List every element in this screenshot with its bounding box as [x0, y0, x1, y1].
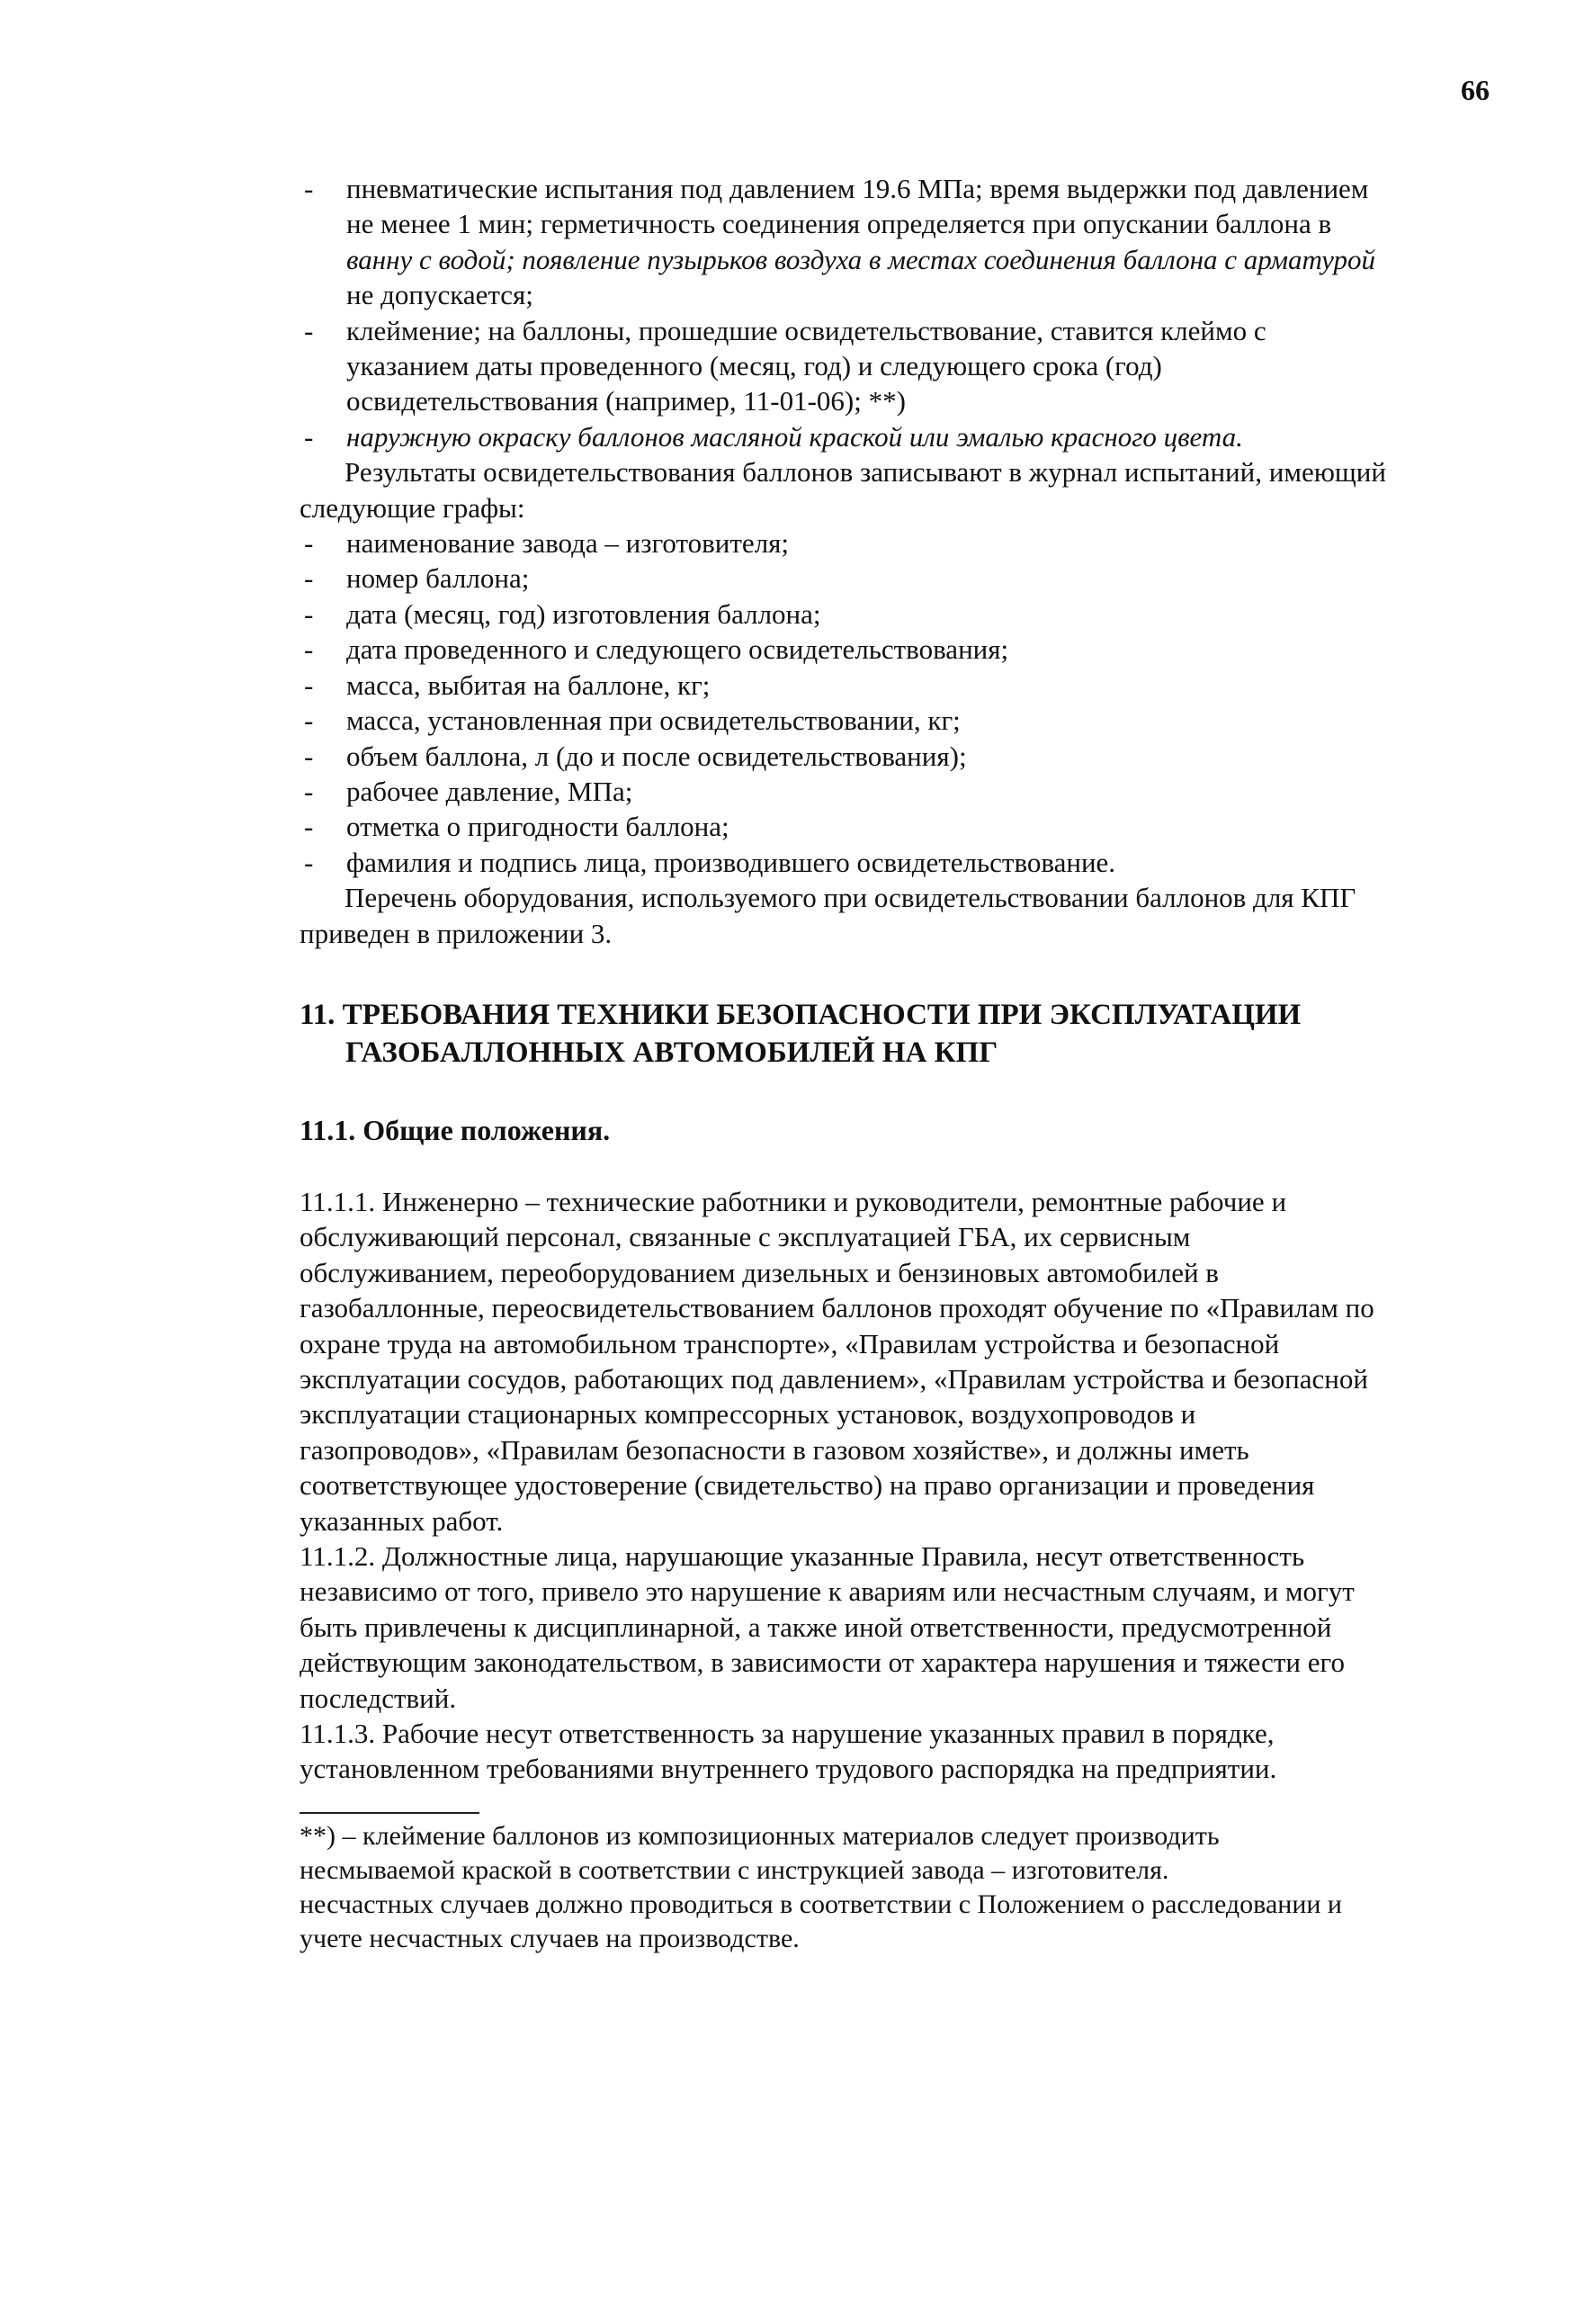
section-heading	[300, 996, 1509, 1072]
footnote-line: несчастных случаев должно проводиться в соответствии с Положением о расследовании и	[300, 1889, 1342, 1919]
list-marker: -	[304, 314, 314, 346]
list-marker: -	[304, 633, 314, 666]
paragraph-line: действующим законодательством, в зависимости от характера нарушения и тяжести его	[300, 1647, 1345, 1679]
paragraph-line: приведен в приложении 3.	[300, 917, 613, 949]
list-item: - масса, установленная при освидетельствовании, кг;	[300, 703, 1509, 738]
footnote-divider	[300, 1812, 479, 1819]
footnote-line: учете несчастных случаев на производстве.	[300, 1923, 800, 1953]
section-heading-line: ГАЗОБАЛЛОННЫХ АВТОМОБИЛЕЙ НА КПГ	[345, 1036, 998, 1069]
paragraph-line: Результаты освидетельствования баллонов записывают в журнал испытаний, имеющий	[345, 456, 1386, 489]
list-item-line: ванну с водой; появление пузырьков воздуха в местах соединения баллона с арматурой	[346, 243, 1375, 275]
journal-intro-paragraph	[300, 454, 1509, 525]
list-item: - наименование завода – изготовителя;	[300, 525, 1509, 561]
list-marker: -	[304, 420, 314, 453]
footnote-line: **) – клеймение баллонов из композиционных материалов следует производить	[300, 1820, 1220, 1851]
list-item: - рабочее давление, МПа;	[300, 774, 1509, 809]
list-marker: -	[304, 668, 314, 701]
paragraph-line: 11.1.1. Инженерно – технические работники и руководители, ремонтные рабочие и	[300, 1185, 1287, 1217]
list-marker: -	[304, 173, 314, 204]
list-marker: -	[304, 597, 314, 630]
list-item: - номер баллона;	[300, 561, 1509, 596]
paragraph-line: быть привлечены к дисциплинарной, а также иной ответственности, предусмотренной	[300, 1611, 1332, 1643]
list-item: - фамилия и подпись лица, производившего освидетельствование.	[300, 845, 1509, 880]
list-marker: -	[304, 527, 314, 560]
section-heading-line: 11. ТРЕБОВАНИЯ ТЕХНИКИ БЕЗОПАСНОСТИ ПРИ ЭКСПЛУАТАЦИИ	[300, 998, 1302, 1031]
list-marker: -	[304, 775, 314, 807]
footnote-line: несмываемой краской в соответствии с инструкцией завода – изготовителя.	[300, 1854, 1169, 1885]
paragraph-line: следующие графы:	[300, 491, 525, 524]
paragraph-line: обслуживающий персонал, связанные с эксплуатацией ГБА, их сервисным	[300, 1221, 1191, 1253]
paragraph-11-1-3	[300, 1716, 1509, 1787]
page-number: 66	[1461, 74, 1490, 106]
paragraph-line: газобаллонные, переосвидетельствованием баллонов проходят обучение по «Правилам по	[300, 1292, 1374, 1324]
equipment-note-paragraph	[300, 880, 1509, 951]
paragraph-line: последствий.	[300, 1682, 457, 1714]
list-item: - объем баллона, л (до и после освидетельствования);	[300, 739, 1509, 774]
list-marker: -	[304, 704, 314, 737]
paragraph-line: независимо от того, привело это нарушение к авариям или несчастным случаям, и могут	[300, 1575, 1355, 1608]
list-item: - дата проведенного и следующего освидетельствования;	[300, 632, 1509, 667]
page-content	[300, 171, 1509, 1956]
list-item-line: освидетельствования (например, 11-01-06); **)	[346, 385, 906, 417]
paragraph-line: установленном требованиями внутреннего трудового распорядка на предприятии.	[300, 1753, 1277, 1785]
paragraph-line: Перечень оборудования, используемого при освидетельствовании баллонов для КПГ	[345, 882, 1356, 914]
paragraph-line: соответствующее удостоверение (свидетельство) на право организации и проведения	[300, 1469, 1315, 1502]
list-item: - наружную окраску баллонов масляной краской или эмалью красного цвета.	[300, 419, 1509, 454]
list-marker: -	[304, 740, 314, 772]
list-marker: -	[304, 562, 314, 595]
journal-columns-list	[300, 525, 1509, 880]
list-item-line: не менее 1 мин; герметичность соединения определяется при опускании баллона в	[346, 208, 1332, 240]
list-item-line: указанием даты проведенного (месяц, год) и следующего срока (год)	[346, 350, 1162, 382]
test-items-list	[300, 171, 1509, 454]
paragraph-line: эксплуатации сосудов, работающих под давлением», «Правилам устройства и безопасной	[300, 1362, 1368, 1395]
list-item: - масса, выбитая на баллоне, кг;	[300, 668, 1509, 703]
subsection-heading: 11.1. Общие положения.	[300, 1113, 611, 1146]
paragraph-line: эксплуатации стационарных компрессорных установок, воздухопроводов и	[300, 1398, 1196, 1431]
list-item: - дата (месяц, год) изготовления баллона;	[300, 597, 1509, 632]
list-item: - отметка о пригодности баллона;	[300, 809, 1509, 844]
paragraph-line: газопроводов», «Правилам безопасности в газовом хозяйстве», и должны иметь	[300, 1433, 1249, 1466]
list-marker: -	[304, 846, 314, 878]
paragraph-line: 11.1.2. Должностные лица, нарушающие указанные Правила, несут ответственность	[300, 1540, 1305, 1572]
paragraph-11-1-2	[300, 1539, 1509, 1716]
paragraph-11-1-1	[300, 1184, 1509, 1539]
paragraph-line: указанных работ.	[300, 1504, 504, 1537]
paragraph-line: охране труда на автомобильном транспорте», «Правилам устройства и безопасной	[300, 1327, 1280, 1359]
list-item-line: не допускается;	[346, 279, 533, 311]
list-item: - пневматические испытания под давлением 19.6 МПа; время выдержки под давлением	[300, 171, 1509, 206]
list-marker: -	[304, 811, 314, 843]
footnote	[300, 1819, 1509, 1956]
list-item: - клеймение; на баллоны, прошедшие освидетельствование, ставится клеймо с	[300, 313, 1509, 348]
paragraph-line: 11.1.3. Рабочие несут ответственность за нарушение указанных правил в порядке,	[300, 1718, 1275, 1750]
paragraph-line: обслуживанием, переоборудованием дизельных и бензиновых автомобилей в	[300, 1256, 1219, 1288]
